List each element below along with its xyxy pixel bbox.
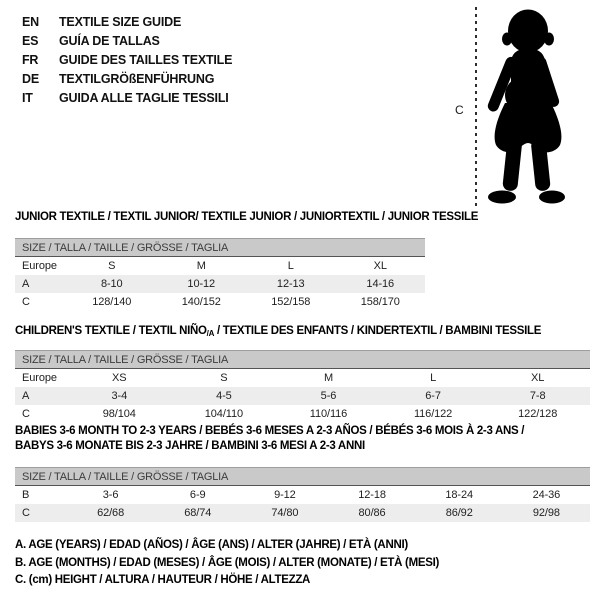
lang-row-de [22, 70, 232, 89]
babies-section-title [15, 424, 580, 453]
footnote-b: B. AGE (MONTHS) / EDAD (MESES) / ÂGE (MOIS) / ALTER (MONATE) / ETÀ (MESI) [15, 556, 440, 569]
lang-text: TEXTILGRÖßENFÜHRUNG [59, 72, 215, 86]
baby-figure [450, 0, 600, 218]
title-text: / TEXTILE DES ENFANTS / KINDERTEXTIL / BAMBINI TESSILE [214, 325, 542, 337]
title-line-1: BABIES 3-6 MONTH TO 2-3 YEARS / BEBÉS 3-6 MESES A 2-3 AÑOS / BÉBÉS 3-6 MOIS À 2-3 ANS / [15, 425, 525, 437]
size-header-label: SIZE / TALLA / TAILLE / GRÖSSE / TAGLIA [15, 468, 590, 486]
table-cell: XL [531, 372, 545, 384]
lang-text: TEXTILE SIZE GUIDE [59, 15, 182, 29]
table-cell: 3-4 [67, 387, 172, 405]
table-cell: L [287, 260, 294, 272]
lang-code: IT [22, 91, 33, 105]
table-cell: 4-5 [172, 387, 277, 405]
lang-row-fr [22, 51, 232, 70]
table-cell: 86/92 [416, 504, 503, 522]
table-cell: S [220, 372, 228, 384]
row-label: C [15, 504, 67, 522]
table-cell: XS [112, 372, 127, 384]
table-cell: 158/170 [360, 296, 400, 308]
baby-silhouette-icon [484, 9, 568, 205]
junior-section-title: JUNIOR TEXTILE / TEXTIL JUNIOR/ TEXTILE JUNIOR / JUNIORTEXTIL / JUNIOR TESSILE [15, 211, 479, 223]
junior-size-table [15, 238, 425, 311]
table-cell: 98/104 [102, 408, 136, 420]
footnote-c: C. (cm) HEIGHT / ALTURA / HAUTEUR / HÖHE / ALTEZZA [15, 574, 311, 586]
table-row [15, 387, 590, 405]
row-label: A [15, 275, 67, 293]
title-subscript: /A [206, 329, 215, 338]
table-cell: 62/68 [67, 504, 154, 522]
table-cell: 128/140 [92, 296, 132, 308]
table-cell: 24-36 [532, 489, 561, 501]
lang-text: GUIDA ALLE TAGLIE TESSILI [59, 91, 229, 105]
table-cell: 3-6 [102, 489, 119, 501]
table-cell: 6-7 [381, 387, 486, 405]
lang-code: DE [22, 72, 39, 86]
lang-text: GUÍA DE TALLAS [59, 34, 160, 48]
language-guide [22, 13, 232, 108]
lang-code: ES [22, 34, 39, 48]
height-measure-label: C [455, 103, 464, 117]
table-cell: 14-16 [336, 275, 426, 293]
title-line-2: BABYS 3-6 MONATE BIS 2-3 JAHRE / BAMBINI 3-6 MESI A 2-3 ANNI [15, 439, 365, 452]
size-header-label: SIZE / TALLA / TAILLE / GRÖSSE / TAGLIA [15, 239, 425, 257]
childrens-size-table [15, 350, 590, 423]
row-label: A [15, 387, 67, 405]
row-label: Europe [22, 372, 57, 384]
footnote-a: A. AGE (YEARS) / EDAD (AÑOS) / ÂGE (ANS) / ALTER (JAHRE) / ETÀ (ANNI) [15, 539, 408, 551]
table-cell: 10-12 [157, 275, 247, 293]
table-row [15, 257, 425, 276]
table-cell: XL [373, 260, 387, 272]
table-cell: M [196, 260, 206, 272]
lang-code: EN [22, 15, 39, 29]
table-cell: 12-18 [358, 489, 386, 501]
footnotes [15, 537, 439, 590]
table-cell: 104/110 [204, 408, 244, 420]
table-cell: 9-12 [274, 489, 296, 501]
row-label: C [22, 408, 30, 420]
table-cell: 18-24 [445, 489, 474, 501]
babies-size-table [15, 467, 590, 522]
table-cell: 5-6 [276, 387, 381, 405]
lang-row-es [22, 32, 232, 51]
height-dotted-line [475, 7, 477, 210]
size-header-label: SIZE / TALLA / TAILLE / GRÖSSE / TAGLIA [15, 351, 590, 369]
lang-text: GUIDE DES TAILLES TEXTILE [59, 53, 233, 67]
table-cell: 92/98 [503, 504, 590, 522]
table-cell: 122/128 [518, 408, 558, 420]
table-row [15, 293, 425, 311]
lang-row-en [22, 13, 232, 32]
table-cell: 152/158 [271, 296, 311, 308]
table-cell: 6-9 [189, 489, 206, 501]
size-header-row [15, 239, 425, 257]
row-label: B [22, 489, 30, 501]
table-cell: 80/86 [328, 504, 415, 522]
table-row [15, 486, 590, 505]
table-row [15, 369, 590, 388]
table-row [15, 405, 590, 423]
row-label: Europe [22, 260, 57, 272]
row-label: C [22, 296, 30, 308]
title-text: CHILDREN'S TEXTILE / TEXTIL NIÑO [15, 325, 207, 337]
size-header-row [15, 351, 590, 369]
table-cell: 110/116 [309, 408, 348, 420]
table-cell: L [430, 372, 437, 384]
table-cell: M [323, 372, 334, 384]
childrens-section-title [15, 325, 541, 338]
table-row [15, 275, 425, 293]
table-row [15, 504, 590, 522]
table-cell: 140/152 [181, 296, 221, 308]
table-cell: 12-13 [246, 275, 336, 293]
table-cell: 7-8 [485, 387, 590, 405]
lang-code: FR [22, 53, 39, 67]
table-cell: 68/74 [154, 504, 241, 522]
table-cell: 74/80 [241, 504, 328, 522]
lang-row-it [22, 89, 232, 108]
table-cell: S [108, 260, 116, 272]
table-cell: 8-10 [67, 275, 157, 293]
table-cell: 116/122 [413, 408, 453, 420]
size-header-row [15, 468, 590, 486]
